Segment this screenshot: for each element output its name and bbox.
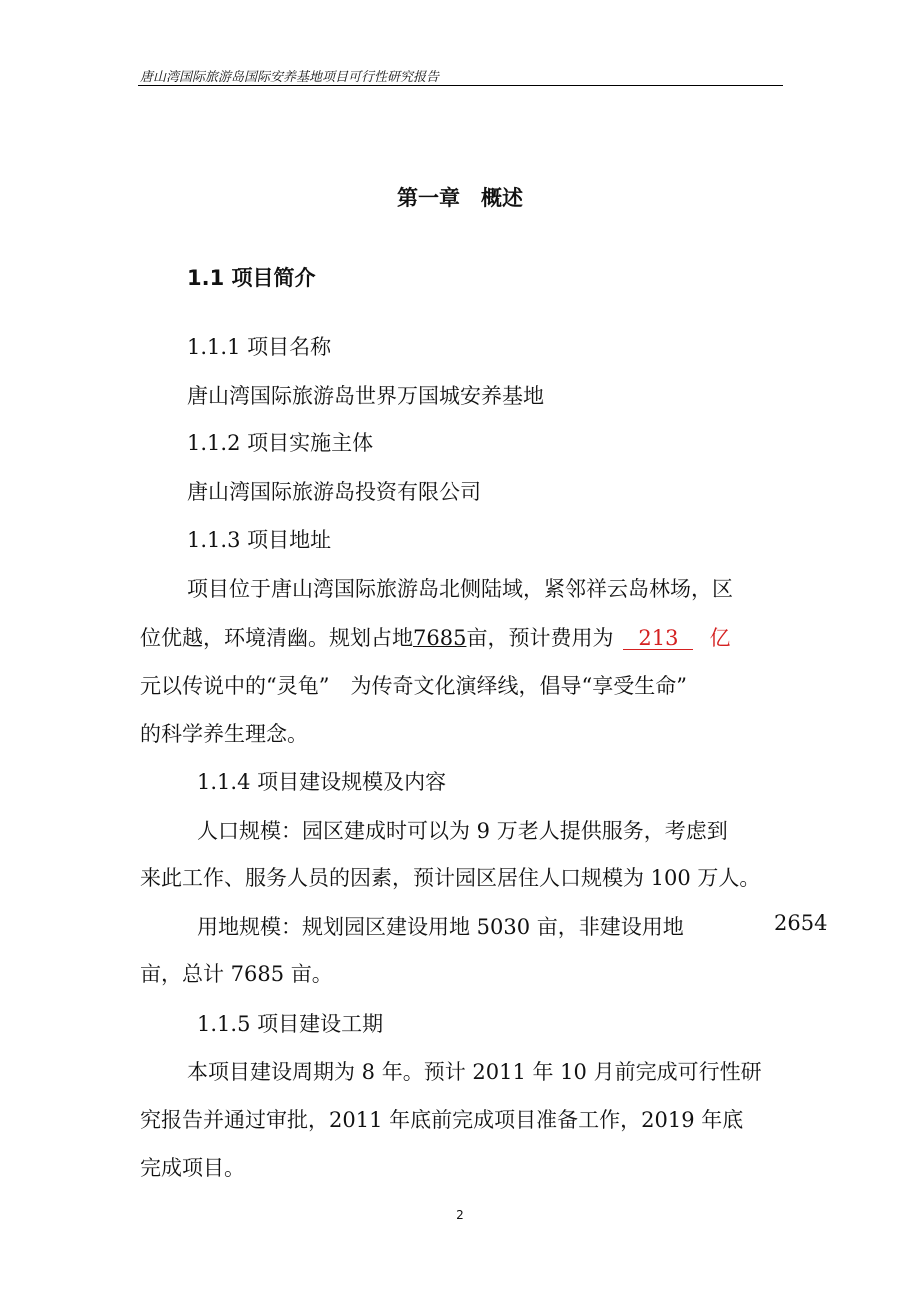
cost-unit: 亿 <box>709 626 731 650</box>
schedule-line-2: 究报告并通过审批，2011 年底前完成项目准备工作，2019 年底 <box>140 1108 744 1132</box>
section-heading-1-1: 1.1 项目简介 <box>187 266 316 290</box>
address-text-a: 位优越，环境清幽。规划占地 <box>140 626 413 650</box>
address-para-line-4: 的科学养生理念。 <box>140 722 308 746</box>
schedule-line-3: 完成项目。 <box>140 1156 245 1180</box>
land-non-construction-value: 2654 <box>774 911 828 935</box>
heading-1-1-5: 1.1.5 项目建设工期 <box>197 1012 384 1036</box>
cost-value: 213 <box>623 628 693 650</box>
heading-1-1-4: 1.1.4 项目建设规模及内容 <box>197 770 447 794</box>
land-line-2: 亩，总计 7685 亩。 <box>140 962 333 986</box>
population-line-1: 人口规模：园区建成时可以为 9 万老人提供服务，考虑到 <box>197 819 728 843</box>
land-line-1: 用地规模：规划园区建设用地 5030 亩，非建设用地 <box>197 915 684 939</box>
address-para-line-3: 元以传说中的“灵龟” 为传奇文化演绎线，倡导“享受生命” <box>140 674 687 698</box>
area-value: 7685 <box>413 626 467 650</box>
page-number: 2 <box>456 1208 464 1222</box>
chapter-title: 第一章 概述 <box>397 186 523 210</box>
project-name: 唐山湾国际旅游岛世界万国城安养基地 <box>187 384 544 408</box>
population-line-2: 来此工作、服务人员的因素，预计园区居住人口规模为 100 万人。 <box>140 866 761 890</box>
heading-1-1-3: 1.1.3 项目地址 <box>187 528 332 552</box>
heading-1-1-2: 1.1.2 项目实施主体 <box>187 431 374 455</box>
schedule-line-1: 本项目建设周期为 8 年。预计 2011 年 10 月前完成可行性研 <box>187 1060 762 1084</box>
heading-1-1-1: 1.1.1 项目名称 <box>187 335 332 359</box>
running-header: 唐山湾国际旅游岛国际安养基地项目可行性研究报告 <box>140 70 440 85</box>
address-para-line-1: 项目位于唐山湾国际旅游岛北侧陆域，紧邻祥云岛林场，区 <box>187 577 733 601</box>
project-entity: 唐山湾国际旅游岛投资有限公司 <box>187 480 481 504</box>
address-para-line-2 <box>140 622 730 652</box>
address-text-b: 亩，预计费用为 <box>466 626 614 650</box>
header-rule <box>138 85 783 86</box>
